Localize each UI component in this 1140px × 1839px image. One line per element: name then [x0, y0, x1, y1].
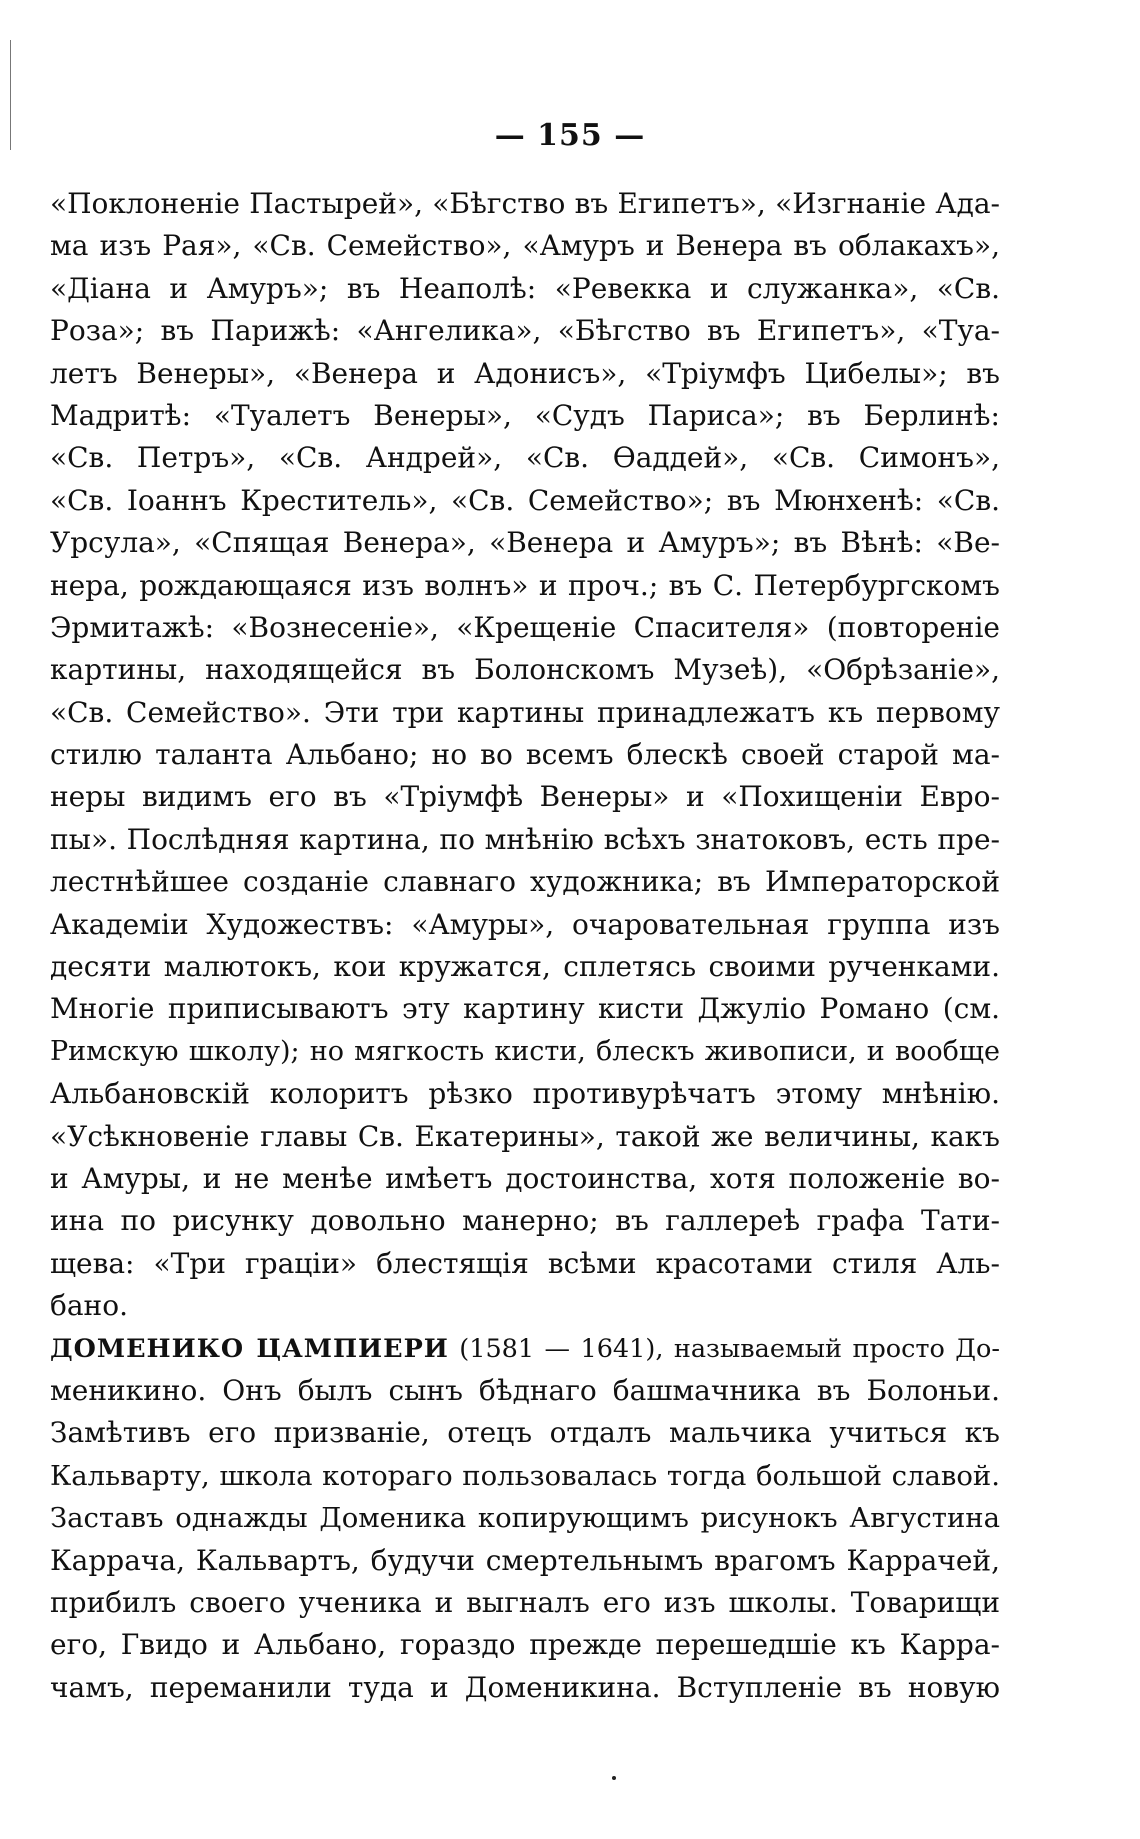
- artist-name-heading: ДОМЕНИКО ЦАМПИЕРИ: [50, 1333, 449, 1364]
- text-line: его, Гвидо и Альбано, гораздо прежде перешедшіе къ Карра-: [50, 1628, 1000, 1662]
- text-line: Альбановскій колоритъ рѣзко противурѣчатъ этому мнѣнію.: [50, 1077, 1000, 1111]
- body-text: [50, 183, 1000, 1709]
- print-speck: [612, 1776, 616, 1780]
- text-line: Римскую школу); но мягкость кисти, блескъ живописи, и вообще: [50, 1035, 1000, 1067]
- text-line: «Св. Іоаннъ Креститель», «Св. Семейство»; въ Мюнхенѣ: «Св.: [50, 483, 1000, 517]
- text-line: Эрмитажѣ: «Вознесеніе», «Крещеніе Спасителя» (повтореніе: [50, 610, 1000, 644]
- text-line: Академіи Художествъ: «Амуры», очаровательная группа изъ: [50, 907, 1000, 941]
- text-line: ина по рисунку довольно манерно; въ галлереѣ графа Тати-: [50, 1204, 1000, 1238]
- text-line: Заставъ однажды Доменика копирующимъ рисунокъ Августина: [50, 1502, 1000, 1535]
- text-line: «Св. Петръ», «Св. Андрей», «Св. Ѳаддей», «Св. Симонъ»,: [50, 441, 1000, 475]
- text-line: нера, рождающаяся изъ волнъ» и проч.; въ С. Петербургскомъ: [50, 568, 1000, 602]
- text-line: лестнѣйшее созданіе славнаго художника; въ Императорской: [50, 865, 1000, 899]
- text-line: бано.: [50, 1289, 128, 1323]
- text-line: щева: «Три граціи» блестящія всѣми красотами стиля Аль-: [50, 1246, 1000, 1280]
- text-line: стилю таланта Альбано; но во всемъ блескѣ своей старой ма-: [50, 738, 1000, 772]
- text-line: «Усѣкновеніе главы Св. Екатерины», такой же величины, какъ: [50, 1119, 1000, 1153]
- text-line: «Поклоненіе Пастырей», «Бѣгство въ Египетъ», «Изгнаніе Ада-: [50, 187, 1000, 220]
- text-line: Роза»; въ Парижѣ: «Ангелика», «Бѣгство въ Египетъ», «Туа-: [50, 314, 1000, 348]
- section-heading-line: [50, 1328, 1000, 1370]
- text-line: Кальварту, школа котораго пользовалась тогда большой славой.: [50, 1459, 1000, 1492]
- text-line: неры видимъ его въ «Тріумфѣ Венеры» и «Похищеніи Евро-: [50, 780, 1000, 814]
- text-line: Замѣтивъ его призваніе, отецъ отдалъ мальчика учиться къ: [50, 1416, 1000, 1450]
- text-line: чамъ, переманили туда и Доменикина. Вступленіе въ новую: [50, 1670, 1000, 1704]
- text-line: прибилъ своего ученика и выгналъ его изъ школы. Товарищи: [50, 1585, 1000, 1619]
- heading-continuation: (1581 — 1641), называемый просто До-: [448, 1333, 1000, 1364]
- page-number: — 155 —: [494, 118, 646, 153]
- text-line: картины, находящейся въ Болонскомъ Музеѣ), «Обрѣзаніе»,: [50, 653, 1000, 687]
- text-line: пы». Послѣдняя картина, по мнѣнію всѣхъ знатоковъ, есть пре-: [50, 822, 1000, 856]
- text-line: «Св. Семейство». Эти три картины принадлежатъ къ первому: [50, 695, 1000, 729]
- text-line: десяти малютокъ, кои кружатся, сплетясь своими рученками.: [50, 950, 1000, 984]
- text-line: ма изъ Рая», «Св. Семейство», «Амуръ и Венера въ облакахъ»,: [50, 229, 1000, 263]
- text-line: Мадритѣ: «Туалетъ Венеры», «Судъ Париса»; въ Берлинѣ:: [50, 398, 1000, 432]
- text-line: Урсула», «Спящая Венера», «Венера и Амуръ»; въ Вѣнѣ: «Ве-: [50, 526, 1000, 560]
- text-line: Каррача, Кальвартъ, будучи смертельнымъ врагомъ Каррачей,: [50, 1543, 1000, 1577]
- text-line: летъ Венеры», «Венера и Адонисъ», «Тріумфъ Цибелы»; въ: [50, 356, 1000, 390]
- text-line: и Амуры, и не менѣе имѣетъ достоинства, хотя положеніе во-: [50, 1161, 1000, 1195]
- text-line: меникино. Онъ былъ сынъ бѣднаго башмачника въ Болоньи.: [50, 1373, 1000, 1407]
- text-line: Многіе приписываютъ эту картину кисти Джуліо Романо (см.: [50, 992, 1000, 1026]
- text-line: «Діана и Амуръ»; въ Неаполѣ: «Ревекка и служанка», «Св.: [50, 271, 1000, 305]
